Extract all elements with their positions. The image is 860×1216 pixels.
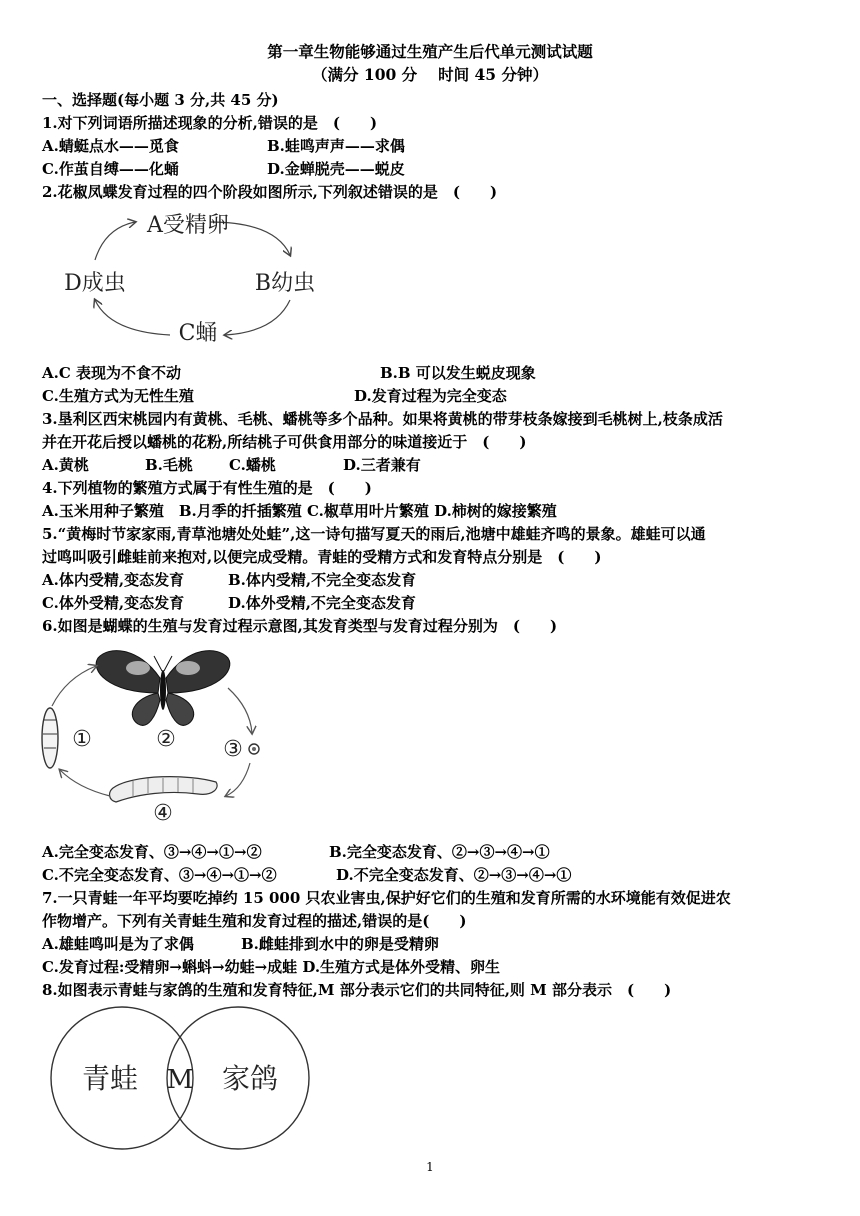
q1-stem: 1.对下列词语所描述现象的分析,错误的是 ( ) <box>42 114 378 132</box>
q3-option-b: B.毛桃 <box>145 456 193 474</box>
label-4: ④ <box>153 801 173 826</box>
q2-stem: 2.花椒凤蝶发育过程的四个阶段如图所示,下列叙述错误的是 ( ) <box>42 183 498 201</box>
arrow-egg-to-larva <box>226 763 250 796</box>
q2-option-c: C.生殖方式为无性生殖 <box>42 387 194 405</box>
q3-option-d: D.三者兼有 <box>343 456 421 474</box>
q4-options: A.玉米用种子繁殖 B.月季的扦插繁殖 C.椒草用叶片繁殖 D.柿树的嫁接繁殖 <box>42 502 557 520</box>
pupa-icon <box>42 708 58 768</box>
q2-option-b: B.B 可以发生蜕皮现象 <box>380 364 536 382</box>
arrow-adult-to-egg <box>228 688 252 733</box>
q3-stem-line1: 3.垦利区西宋桃园内有黄桃、毛桃、蟠桃等多个品种。如果将黄桃的带芽枝条嫁接到毛桃树上,枝条成活 <box>42 410 723 428</box>
q6-option-b: B.完全变态发育、②→③→④→① <box>329 843 550 861</box>
arrow-pupa-to-adult <box>52 666 96 706</box>
q3-option-a: A.黄桃 <box>42 456 89 474</box>
larva-icon <box>110 777 218 802</box>
arrow-b-to-c <box>225 300 290 335</box>
q7-stem-line2: 作物增产。下列有关青蛙生殖和发育过程的描述,错误的是( ) <box>42 912 467 930</box>
egg-icon <box>249 744 259 754</box>
arrow-c-to-d <box>95 300 170 335</box>
q6-option-c: C.不完全变态发育、③→④→①→② <box>42 866 277 884</box>
stage-b-label: B幼虫 <box>254 271 316 296</box>
q2-lifecycle-diagram <box>50 200 340 355</box>
q6-option-d: D.不完全变态发育、②→③→④→① <box>336 866 572 884</box>
page-number: 1 <box>426 1160 434 1174</box>
page-subtitle: （满分 100 分 时间 45 分钟） <box>312 65 548 84</box>
q6-option-a: A.完全变态发育、③→④→①→② <box>42 843 262 861</box>
q7-option-a: A.雄蛙鸣叫是为了求偶 <box>42 935 194 953</box>
q8-venn-diagram <box>50 1004 310 1152</box>
q5-option-d: D.体外受精,不完全变态发育 <box>228 594 416 612</box>
venn-middle-label: M <box>166 1065 194 1095</box>
venn-right-label: 家鸽 <box>221 1062 279 1095</box>
q1-option-a: A.蜻蜓点水——觅食 <box>42 137 179 155</box>
label-2: ② <box>156 727 176 752</box>
q5-option-c: C.体外受精,变态发育 <box>42 594 185 612</box>
label-3: ③ <box>223 737 243 762</box>
q2-option-d: D.发育过程为完全变态 <box>354 387 507 405</box>
q7-option-b: B.雌蛙排到水中的卵是受精卵 <box>241 935 439 953</box>
arrow-larva-to-pupa <box>60 770 110 796</box>
q5-stem-line2: 过鸣叫吸引雌蛙前来抱对,以便完成受精。青蛙的受精方式和发育特点分别是 ( ) <box>42 548 602 566</box>
q5-stem-line1: 5.“黄梅时节家家雨,青草池塘处处蛙”,这一诗句描写夏天的雨后,池塘中雄蛙齐鸣的景象。雄蛙可以通 <box>42 525 706 543</box>
butterfly-icon <box>96 651 230 726</box>
q1-option-b: B.蛙鸣声声——求偶 <box>267 137 405 155</box>
q8-stem: 8.如图表示青蛙与家鸽的生殖和发育特征,M 部分表示它们的共同特征,则 M 部分表示 ( ) <box>42 981 672 999</box>
label-1: ① <box>72 727 92 752</box>
q5-option-b: B.体内受精,不完全变态发育 <box>228 571 417 589</box>
stage-c-label: C蛹 <box>178 321 218 346</box>
q3-stem-line2: 并在开花后授以蟠桃的花粉,所结桃子可供食用部分的味道接近于 ( ) <box>42 433 527 451</box>
q1-option-d: D.金蝉脱壳——蜕皮 <box>267 160 405 178</box>
stage-d-label: D成虫 <box>64 271 126 296</box>
q6-stem: 6.如图是蝴蝶的生殖与发育过程示意图,其发育类型与发育过程分别为 ( ) <box>42 617 558 635</box>
page-title: 第一章生物能够通过生殖产生后代单元测试试题 <box>267 42 593 61</box>
q5-option-a: A.体内受精,变态发育 <box>42 571 185 589</box>
venn-left-label: 青蛙 <box>81 1062 139 1095</box>
q6-butterfly-lifecycle-diagram <box>38 638 278 833</box>
q7-options-cd: C.发育过程:受精卵→蝌蚪→幼蛙→成蛙 D.生殖方式是体外受精、卵生 <box>42 958 501 976</box>
section-heading: 一、选择题(每小题 3 分,共 45 分) <box>42 91 279 109</box>
q1-option-c: C.作茧自缚——化蛹 <box>42 160 179 178</box>
q3-option-c: C.蟠桃 <box>229 456 276 474</box>
q7-stem-line1: 7.一只青蛙一年平均要吃掉约 15 000 只农业害虫,保护好它们的生殖和发育所需的水环境能有效促进农 <box>42 889 731 907</box>
arrow-d-to-a <box>95 222 135 260</box>
q2-option-a: A.C 表现为不食不动 <box>42 364 182 382</box>
stage-a-label: A受精卵 <box>147 213 229 238</box>
q4-stem: 4.下列植物的繁殖方式属于有性生殖的是 ( ) <box>42 479 372 497</box>
